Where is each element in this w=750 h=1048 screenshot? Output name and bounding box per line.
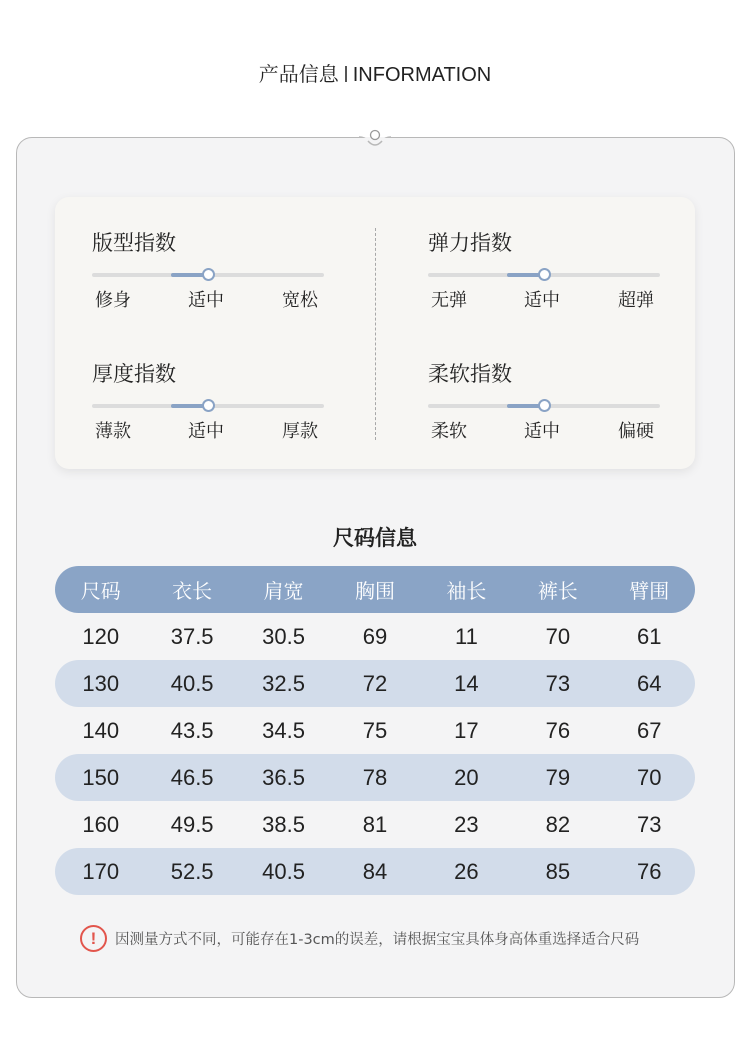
index-slider-knob xyxy=(538,268,551,281)
size-table-header xyxy=(55,566,695,613)
table-cell: 84 xyxy=(362,858,388,884)
index-scale-label: 适中 xyxy=(524,421,560,442)
column-header: 臂围 xyxy=(629,579,670,603)
index-scale xyxy=(92,286,324,310)
index-scale-label: 修身 xyxy=(95,290,131,311)
index-title: 厚度指数 xyxy=(92,362,176,386)
page-title-en: INFORMATION xyxy=(352,64,492,86)
table-cell: 72 xyxy=(362,670,388,696)
size-section-title: 尺码信息 xyxy=(333,526,417,550)
table-cell: 69 xyxy=(362,623,388,649)
measurement-note-text: 因测量方式不同，可能存在1-3cm的误差，请根据宝宝具体身高体重选择适合尺码 xyxy=(115,931,640,948)
column-header: 胸围 xyxy=(354,579,395,603)
table-row xyxy=(55,613,695,660)
table-cell: 36.5 xyxy=(262,764,305,790)
table-cell: 17 xyxy=(454,717,479,743)
table-cell: 150 xyxy=(82,764,120,790)
index-title: 弹力指数 xyxy=(428,231,512,255)
index-scale-label: 厚款 xyxy=(282,421,318,442)
column-header: 肩宽 xyxy=(263,579,304,603)
index-scale-label: 宽松 xyxy=(282,290,318,311)
table-cell: 52.5 xyxy=(170,858,214,884)
index-slider-knob xyxy=(202,399,215,412)
page-title xyxy=(0,58,750,87)
table-cell: 30.5 xyxy=(262,623,305,649)
table-cell: 61 xyxy=(637,623,662,649)
index-thickness xyxy=(92,359,324,442)
index-divider xyxy=(375,228,376,440)
table-row xyxy=(55,801,695,848)
index-scale-label: 适中 xyxy=(188,421,224,442)
table-cell: 130 xyxy=(82,670,120,696)
table-cell: 49.5 xyxy=(170,811,214,837)
table-cell: 23 xyxy=(454,811,479,837)
table-cell: 14 xyxy=(454,670,479,696)
index-slider-track xyxy=(428,273,660,277)
table-cell: 70 xyxy=(545,623,571,649)
index-scale-label: 适中 xyxy=(188,290,224,311)
table-cell: 73 xyxy=(637,811,662,837)
index-scale-label: 偏硬 xyxy=(618,421,654,442)
table-cell: 38.5 xyxy=(262,811,305,837)
index-scale-label: 无弹 xyxy=(431,290,467,311)
table-cell: 46.5 xyxy=(170,764,214,790)
column-header: 裤长 xyxy=(537,579,578,603)
index-scale-label: 超弹 xyxy=(618,290,654,311)
index-scale xyxy=(428,286,660,310)
table-cell: 64 xyxy=(637,670,662,696)
table-row xyxy=(55,660,695,707)
column-header: 袖长 xyxy=(446,579,487,603)
index-slider-track xyxy=(92,404,324,408)
table-cell: 120 xyxy=(82,623,120,649)
table-row xyxy=(55,754,695,801)
table-cell: 78 xyxy=(362,764,388,790)
index-scale-label: 适中 xyxy=(524,290,560,311)
table-cell: 11 xyxy=(454,623,478,649)
table-cell: 67 xyxy=(637,717,662,743)
table-row xyxy=(55,707,695,754)
page-title-cn: 产品信息 xyxy=(258,62,339,86)
index-elasticity xyxy=(428,228,660,311)
table-cell: 32.5 xyxy=(262,670,305,696)
table-cell: 20 xyxy=(454,764,479,790)
table-cell: 43.5 xyxy=(170,717,214,743)
table-cell: 75 xyxy=(362,717,388,743)
index-scale xyxy=(92,417,324,441)
table-cell: 40.5 xyxy=(170,670,214,696)
exclamation-icon: ! xyxy=(80,925,107,952)
table-row xyxy=(55,848,695,895)
index-slider-track xyxy=(428,404,660,408)
index-scale xyxy=(428,417,660,441)
index-fit xyxy=(92,228,324,311)
title-separator xyxy=(345,66,347,82)
table-cell: 81 xyxy=(362,811,388,837)
index-slider-track xyxy=(92,273,324,277)
table-cell: 140 xyxy=(82,717,120,743)
measurement-note xyxy=(80,924,639,952)
table-cell: 26 xyxy=(454,858,479,884)
table-cell: 40.5 xyxy=(262,858,305,884)
frame-notch-icon xyxy=(359,124,391,146)
index-softness xyxy=(428,359,660,442)
table-cell: 82 xyxy=(545,811,571,837)
column-header: 衣长 xyxy=(172,579,213,603)
index-slider-knob xyxy=(538,399,551,412)
table-cell: 85 xyxy=(545,858,571,884)
table-cell: 170 xyxy=(82,858,120,884)
index-scale-label: 柔软 xyxy=(431,421,467,442)
table-cell: 73 xyxy=(545,670,571,696)
column-header: 尺码 xyxy=(80,579,121,603)
index-title: 版型指数 xyxy=(92,231,176,255)
table-cell: 79 xyxy=(545,764,571,790)
index-title: 柔软指数 xyxy=(428,362,512,386)
index-scale-label: 薄款 xyxy=(95,421,131,442)
table-cell: 160 xyxy=(82,811,120,837)
table-cell: 76 xyxy=(637,858,662,884)
size-table xyxy=(55,566,695,895)
table-cell: 76 xyxy=(545,717,571,743)
index-slider-knob xyxy=(202,268,215,281)
table-cell: 70 xyxy=(637,764,662,790)
table-cell: 34.5 xyxy=(262,717,305,743)
table-cell: 37.5 xyxy=(170,623,214,649)
